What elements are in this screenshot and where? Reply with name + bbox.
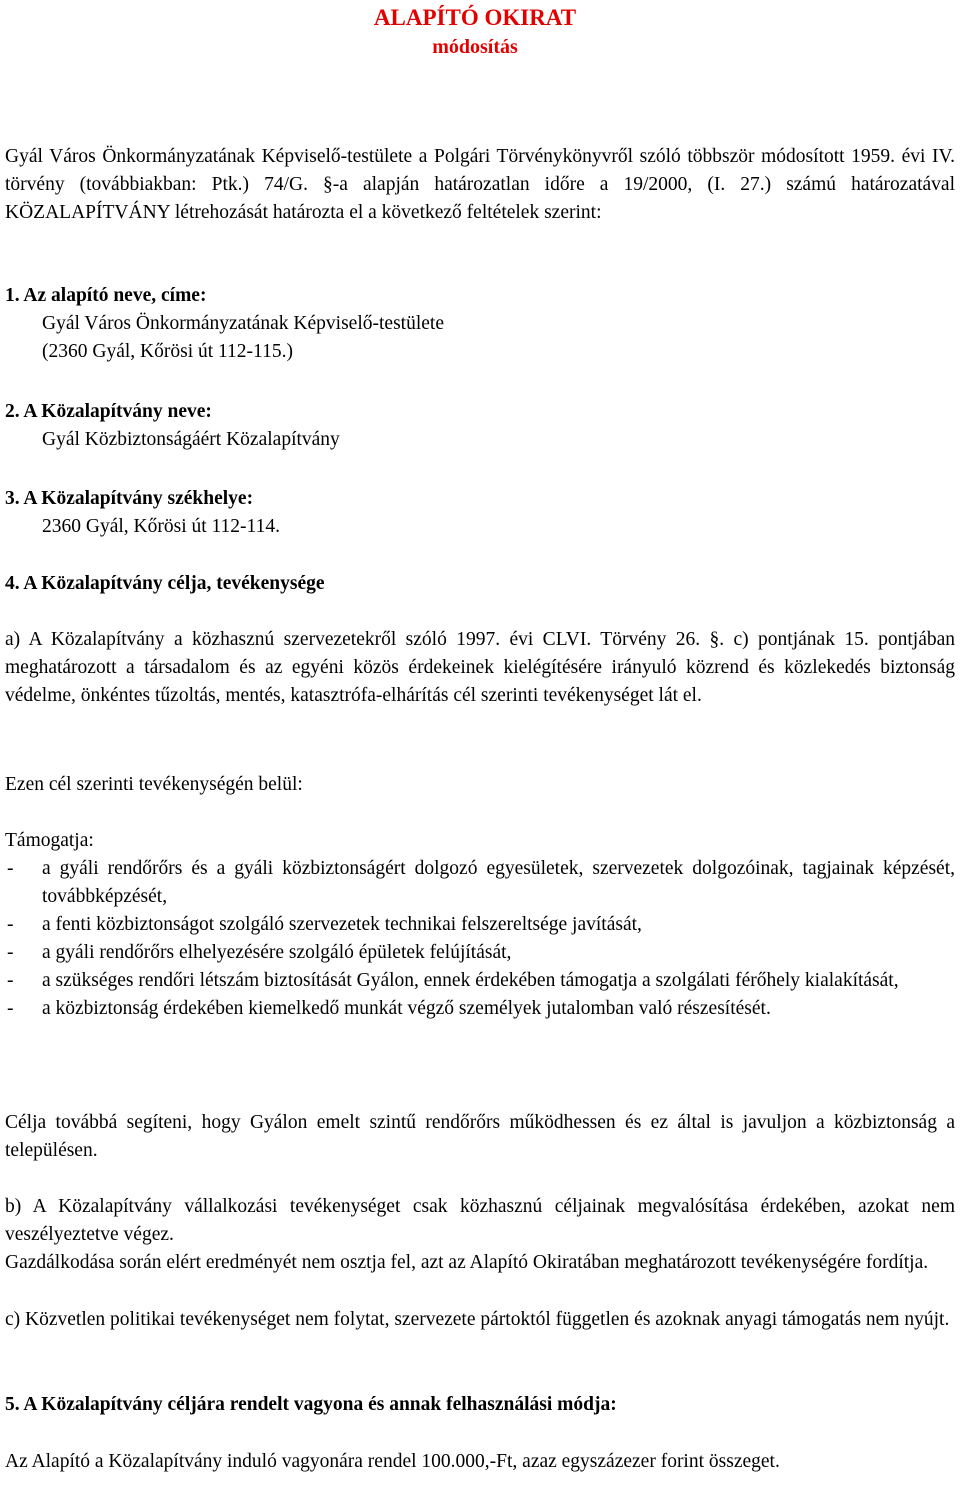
goal-paragraph: Célja továbbá segíteni, hogy Gyálon emelt szintű rendőrőrs működhessen és ez által is javuljon a közbiztonság a településen. xyxy=(5,1112,955,1161)
list-item xyxy=(5,855,955,911)
section-4-point-a: a) A Közalapítvány a közhasznú szervezetekről szóló 1997. évi CLVI. Törvény 26. §. c) pontjának 15. pontjában meghatározott a társadalom és az egyéni közös érdekeinek kielégítésére irányuló közrend és közlekedés biztonság védelme, önkéntes tűzoltás, mentés, katasztrófa-elhárítás cél szerinti tevékenységet lát el. xyxy=(5,629,955,706)
founder-name: Gyál Város Önkormányzatának Képviselő-testülete xyxy=(42,313,444,334)
section-1-heading: 1. Az alapító neve, címe: xyxy=(5,285,207,306)
section-4-heading: 4. A Közalapítvány célja, tevékenysége xyxy=(5,573,325,594)
list-item-text: a fenti közbiztonságot szolgáló szervezetek technikai felszereltsége javítását, xyxy=(42,914,642,935)
document-title: ALAPÍTÓ OKIRAT xyxy=(373,5,577,30)
list-item-text: a gyáli rendőrőrs elhelyezésére szolgáló épületek felújítását, xyxy=(42,942,512,963)
section-5-text: Az Alapító a Közalapítvány induló vagyonára rendel 100.000,-Ft, azaz egyszázezer forint összeget. xyxy=(5,1451,780,1472)
list-dash: - xyxy=(7,998,14,1019)
economy-paragraph: Gazdálkodása során elért eredményét nem osztja fel, azt az Alapító Okiratában meghatározott tevékenységére fordítja. xyxy=(5,1252,929,1273)
foundation-seat: 2360 Gyál, Kőrösi út 112-114. xyxy=(42,516,280,537)
section-4-point-b: b) A Közalapítvány vállalkozási tevékenységet csak közhasznú céljainak megvalósítása érdekében, azokat nem veszélyeztetve végez. xyxy=(5,1196,955,1245)
list-item-text: a közbiztonság érdekében kiemelkedő munkát végző személyek jutalomban való részesítését. xyxy=(42,998,771,1019)
section-2-heading: 2. A Közalapítvány neve: xyxy=(5,401,212,422)
supports-list xyxy=(5,855,955,1023)
section-4-point-c: c) Közvetlen politikai tevékenységet nem folytat, szervezete pártoktól független és azoknak anyagi támogatás nem nyújt. xyxy=(5,1309,950,1330)
list-dash: - xyxy=(7,914,14,935)
list-item-text: a szükséges rendőri létszám biztosítását Gyálon, ennek érdekében támogatja a szolgálati férőhely kialakítását, xyxy=(42,970,899,991)
list-dash: - xyxy=(7,858,14,879)
founder-address: (2360 Gyál, Kőrösi út 112-115.) xyxy=(42,341,293,362)
foundation-name: Gyál Közbiztonságáért Közalapítvány xyxy=(42,429,340,450)
intro-paragraph: Gyál Város Önkormányzatának Képviselő-testülete a Polgári Törvénykönyvről szóló többször módosított 1959. évi IV. törvény (továbbiakban: Ptk.) 74/G. §-a alapján határozatlan időre a 19/2000, (I. 27.) számú határozatával KÖZALAPÍTVÁNY létrehozását határozta el a következő feltételek szerint: xyxy=(5,146,955,223)
within-activity-label: Ezen cél szerinti tevékenységén belül: xyxy=(5,774,303,795)
list-item xyxy=(5,995,955,1023)
list-item xyxy=(5,911,955,939)
section-5-heading: 5. A Közalapítvány céljára rendelt vagyona és annak felhasználási módja: xyxy=(5,1394,617,1415)
list-item-text: a gyáli rendőrőrs és a gyáli közbiztonságért dolgozó egyesületek, szervezetek dolgozóinak, tagjainak képzését, továbbképzését, xyxy=(42,858,955,907)
list-item xyxy=(5,967,955,995)
list-item xyxy=(5,939,955,967)
section-3 xyxy=(5,485,955,541)
list-dash: - xyxy=(7,942,14,963)
section-1 xyxy=(5,282,955,366)
list-dash: - xyxy=(7,970,14,991)
document-subtitle: módosítás xyxy=(432,36,518,58)
supports-label: Támogatja: xyxy=(5,830,94,851)
section-3-heading: 3. A Közalapítvány székhelye: xyxy=(5,488,254,509)
section-2 xyxy=(5,398,955,454)
